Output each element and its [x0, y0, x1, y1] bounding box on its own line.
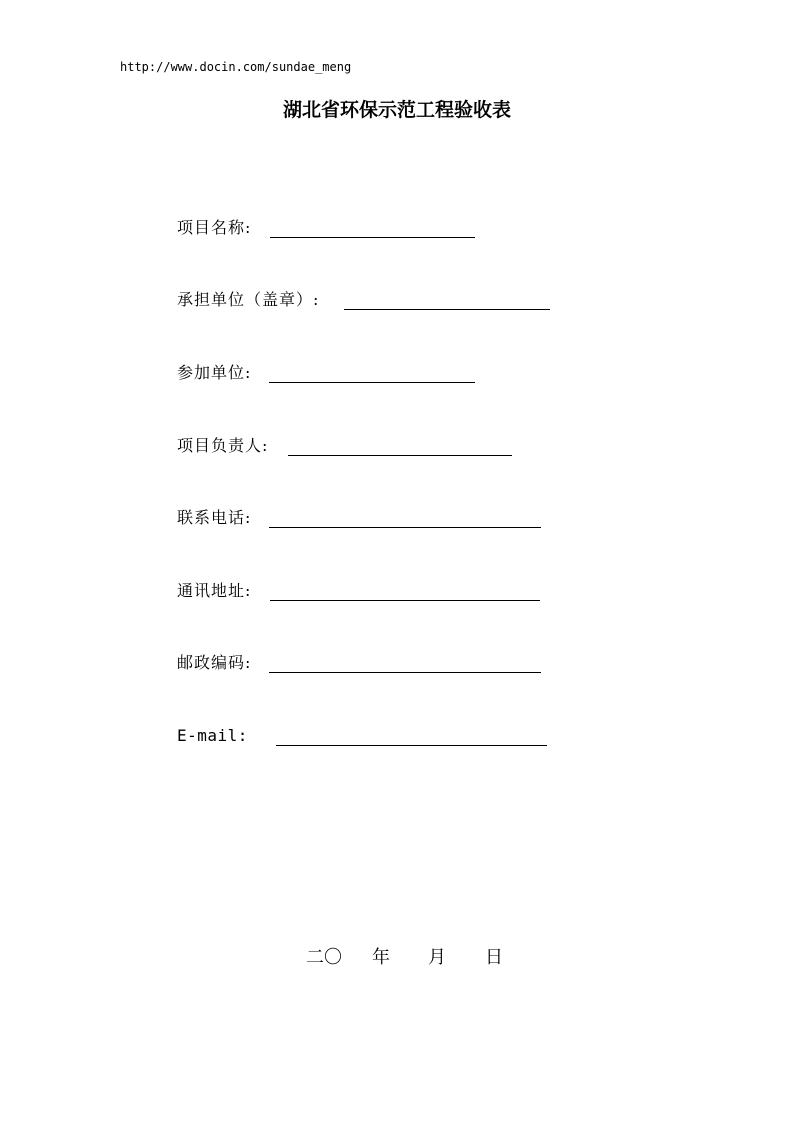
date-year: 年 [372, 947, 390, 968]
postcode-blank[interactable] [269, 672, 541, 673]
postcode-label: 邮政编码: [177, 653, 252, 672]
phone-label: 联系电话: [177, 508, 252, 527]
date-year-prefix: 二〇 [306, 947, 342, 968]
address-label: 通讯地址: [177, 581, 252, 600]
project-name-label: 项目名称: [177, 218, 252, 237]
phone-blank[interactable] [269, 527, 541, 528]
date-day: 日 [485, 947, 503, 968]
project-lead-blank[interactable] [288, 455, 512, 456]
undertaker-blank[interactable] [344, 309, 550, 310]
date-month: 月 [428, 947, 446, 968]
address-blank[interactable] [270, 600, 540, 601]
project-name-blank[interactable] [270, 237, 475, 238]
undertaker-label: 承担单位（盖章）: [177, 290, 320, 309]
document-title: 湖北省环保示范工程验收表 [282, 99, 511, 121]
participant-label: 参加单位: [177, 363, 252, 382]
email-blank[interactable] [276, 745, 547, 746]
email-label: E-mail: [177, 726, 248, 745]
participant-blank[interactable] [269, 382, 475, 383]
project-lead-label: 项目负责人: [177, 436, 269, 455]
source-url: http://www.docin.com/sundae_meng [120, 60, 352, 74]
